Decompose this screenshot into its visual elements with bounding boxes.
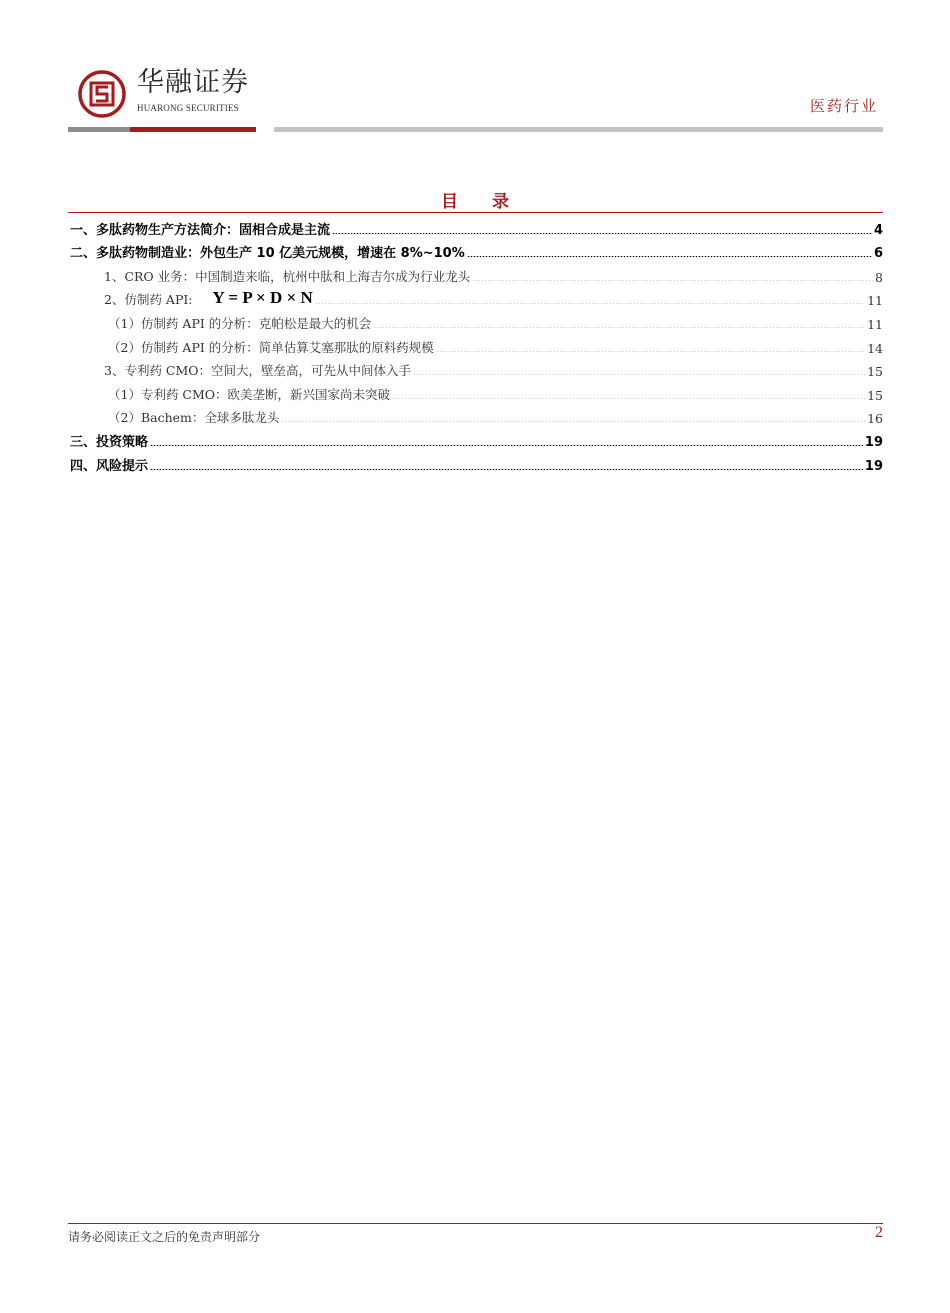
toc-entry-page: 14 (867, 340, 883, 356)
toc-entry-page: 8 (875, 269, 883, 285)
toc-entry-text: 3、专利药 CMO：空间大，壁垒高，可先从中间体入手 (104, 363, 412, 379)
toc-entry[interactable] (68, 261, 883, 285)
toc-entry-page: 15 (867, 364, 883, 380)
toc-entry-text: （2）仿制药 API 的分析：简单估算艾塞那肽的原料药规模 (108, 339, 434, 355)
toc-entry[interactable] (68, 379, 883, 403)
header-bar-light (274, 127, 883, 132)
toc-leader (281, 421, 865, 422)
toc-entry-page: 16 (867, 411, 883, 427)
toc-entry[interactable] (68, 308, 883, 332)
toc-entry-page: 4 (873, 222, 883, 238)
toc-entry-text: 三、投资策略 (70, 434, 149, 450)
brand-name-en: HUARONG SECURITIES (137, 103, 239, 113)
toc-entry[interactable] (68, 214, 883, 238)
header-bar-gray (68, 127, 130, 132)
toc-leader (150, 469, 863, 470)
toc-leader (150, 445, 863, 446)
toc-entry-page: 19 (864, 458, 883, 474)
footer-rule (68, 1223, 883, 1224)
table-of-contents (68, 214, 883, 474)
toc-entry-page: 11 (867, 293, 883, 309)
industry-label: 医药行业 (809, 97, 878, 115)
toc-leader (332, 233, 872, 234)
toc-entry-text: 二、多肽药物制造业：外包生产 10 亿美元规模，增速在 8%~10% (70, 246, 465, 262)
toc-entry-text: 一、多肽药物生产方法简介：固相合成是主流 (70, 222, 331, 238)
toc-entry[interactable] (68, 426, 883, 450)
toc-entry-formula: Y = P × D × N (212, 288, 313, 308)
toc-entry[interactable] (68, 285, 883, 309)
brand-name-cn: 华融证券 (137, 67, 249, 98)
toc-entry-text: （1）专利药 CMO：欧美垄断，新兴国家尚未突破 (108, 386, 391, 402)
header-bar-red (130, 127, 256, 132)
toc-entry-text: 1、CRO 业务：中国制造来临，杭州中肽和上海吉尔成为行业龙头 (104, 268, 471, 284)
toc-leader (315, 303, 865, 304)
page-number: 2 (875, 1224, 883, 1241)
toc-entry-page: 6 (873, 246, 883, 262)
toc-entry-text: （1）仿制药 API 的分析：克帕松是最大的机会 (108, 315, 372, 331)
toc-entry[interactable] (68, 332, 883, 356)
toc-leader (467, 256, 872, 257)
toc-leader (413, 374, 865, 375)
toc-entry-page: 11 (867, 316, 883, 332)
toc-title: 目 录 (441, 192, 523, 212)
toc-entry[interactable] (68, 238, 883, 262)
toc-leader (392, 398, 865, 399)
page-header (0, 0, 950, 140)
toc-entry-text: 四、风险提示 (70, 458, 149, 474)
toc-leader (436, 351, 865, 352)
toc-leader (373, 327, 865, 328)
disclaimer-note: 请务必阅读正文之后的免责声明部分 (68, 1230, 261, 1244)
toc-entry-text: （2）Bachem：全球多肽龙头 (108, 410, 280, 426)
toc-entry[interactable] (68, 450, 883, 474)
toc-entry-page: 15 (867, 387, 883, 403)
toc-entry[interactable] (68, 403, 883, 427)
toc-leader (472, 280, 873, 281)
toc-title-rule (68, 212, 883, 213)
toc-entry[interactable] (68, 356, 883, 380)
toc-entry-text: 2、仿制药 API: (104, 292, 193, 308)
toc-entry-page: 19 (864, 434, 883, 450)
huarong-logo-icon (78, 70, 126, 118)
